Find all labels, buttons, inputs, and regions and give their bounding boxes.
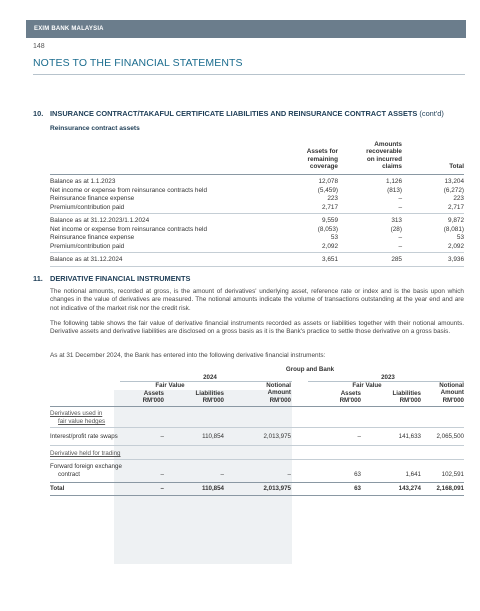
section-title: DERIVATIVE FINANCIAL INSTRUMENTS	[50, 274, 191, 283]
row-label: Premium/contribution paid	[50, 203, 125, 211]
header-bar	[26, 20, 466, 38]
section-title: INSURANCE CONTRACT/TAKAFUL CERTIFICATE LIABILITIES AND REINSURANCE CONTRACT ASSETS	[50, 109, 418, 118]
cell-value: 1,641	[405, 471, 421, 478]
table-row	[50, 462, 464, 478]
cell-value: 102,591	[441, 471, 464, 478]
section-11-heading	[33, 274, 190, 283]
cell-value: –	[220, 471, 224, 478]
col-header-assets: Assets for remaining coverage	[306, 148, 338, 171]
table-body	[50, 178, 464, 267]
col-header: Liabilities RM'000	[392, 389, 421, 404]
cell-value: –	[398, 234, 402, 241]
col-header-total: Total	[449, 163, 464, 171]
cell-value: 13,204	[444, 178, 464, 185]
cell-value: 2,013,975	[263, 485, 291, 492]
table-row	[50, 226, 464, 235]
cell-value: (28)	[390, 225, 402, 233]
table-header	[50, 137, 464, 173]
table-row	[50, 195, 464, 204]
divider	[50, 406, 464, 407]
cell-value: –	[357, 433, 361, 440]
row-label: Reinsurance finance expense	[50, 195, 135, 202]
section-number: 10.	[33, 109, 44, 118]
paragraph-1: The notional amounts, recorded at gross, is the amount of derivatives' underlying asset, reference rate or index and is the basis upon which changes in the value of derivatives are measured. The notional amounts indicate the volume of transactions outstanding at the year end and are not indicative of the market risk nor the credit risk.	[50, 288, 464, 312]
divider	[50, 266, 464, 267]
reinsurance-table	[50, 137, 464, 270]
cell-value: 141,633	[398, 433, 421, 440]
category-label: fair value hedges	[58, 418, 106, 425]
row-label: Total	[50, 485, 65, 492]
year-2024: 2024	[203, 374, 217, 381]
divider	[50, 445, 464, 446]
table-row	[50, 256, 464, 265]
col-header: Notional Amount RM'000	[266, 382, 291, 404]
col-header: Assets RM'000	[142, 389, 164, 404]
cell-value: 2,013,975	[263, 433, 291, 440]
page-number: 148	[33, 43, 45, 50]
fair-value-header: Fair Value	[155, 382, 185, 389]
cell-value: 63	[354, 471, 361, 478]
col-header: Liabilities RM'000	[195, 389, 224, 404]
row-label: Forward foreign exchange	[50, 463, 122, 470]
cell-value: 2,092	[448, 242, 464, 250]
row-label: Balance as at 31.12.2023/1.1.2024	[50, 217, 150, 224]
section-10-heading	[33, 109, 444, 118]
cell-value: 223	[327, 195, 338, 202]
row-label: Interest/profit rate swaps	[50, 433, 118, 440]
cell-value: 1,126	[386, 178, 402, 185]
cell-value: 2,065,500	[436, 433, 464, 440]
cell-value: (6,272)	[443, 186, 464, 194]
table-row	[50, 243, 464, 252]
table-row	[50, 217, 464, 226]
cell-value: 63	[354, 485, 361, 492]
cell-value: –	[398, 203, 402, 211]
cell-value: –	[398, 242, 402, 250]
cell-value: 3,651	[322, 256, 338, 263]
cell-value: 9,559	[322, 217, 338, 224]
cell-value: (8,081)	[443, 225, 464, 233]
page-title: NOTES TO THE FINANCIAL STATEMENTS	[33, 57, 243, 69]
cell-value: 2,717	[322, 203, 338, 211]
table-row	[50, 432, 464, 441]
divider	[50, 459, 464, 460]
cell-value: 110,854	[202, 433, 224, 440]
cell-value: 110,854	[201, 485, 224, 492]
cell-value: –	[287, 471, 291, 478]
section-cont: (cont'd)	[419, 109, 444, 118]
category-label: Derivatives used in	[50, 410, 103, 417]
section-number: 11.	[33, 274, 43, 283]
divider	[50, 174, 464, 175]
cell-value: 3,936	[448, 256, 464, 263]
cell-value: –	[398, 195, 402, 202]
cell-value: 53	[330, 234, 338, 241]
divider	[50, 427, 464, 428]
sub-heading: Reinsurance contract assets	[50, 125, 140, 132]
cell-value: 2,168,091	[436, 485, 464, 492]
table-row	[50, 178, 464, 187]
total-row	[50, 484, 464, 493]
cell-value: (8,053)	[317, 225, 338, 233]
cell-value: 2,717	[448, 203, 464, 211]
cell-value: 2,092	[322, 242, 338, 250]
cell-value: 53	[456, 234, 464, 241]
cell-value: (813)	[387, 186, 402, 194]
cell-value: 223	[453, 195, 464, 202]
cell-value: 9,872	[448, 217, 464, 224]
divider	[50, 495, 464, 496]
col-header: Assets RM'000	[339, 389, 361, 404]
divider	[50, 252, 464, 253]
cell-value: –	[160, 485, 164, 492]
paragraph-3: As at 31 December 2024, the Bank has entered into the following derivative financial instruments:	[50, 352, 326, 359]
row-label: Net income or expense from reinsurance contracts held	[50, 225, 208, 233]
cell-value: –	[160, 471, 164, 478]
paragraph-2: The following table shows the fair value of derivative financial instruments recorded as assets or liabilities together with their notional amounts. Derivative assets and derivative liabilities are disclosed on a gross basis as it is the Bank's practice to settle those derivative on a gross basis.	[50, 320, 464, 336]
cell-value: 12,078	[318, 178, 338, 185]
row-label: Premium/contribution paid	[50, 242, 125, 250]
cell-value: 285	[391, 256, 402, 263]
divider	[33, 74, 465, 75]
cell-value: 143,274	[398, 485, 421, 492]
table-row	[50, 204, 464, 213]
year-2023: 2023	[381, 374, 395, 381]
group-header: Group and Bank	[285, 366, 335, 373]
table-row	[50, 187, 464, 196]
col-header-recoverable: Amounts recoverable on incurred claims	[366, 140, 402, 171]
cell-value: (5,459)	[317, 186, 338, 194]
table-row	[50, 234, 464, 243]
row-label: Balance as at 1.1.2023	[50, 178, 116, 185]
col-header: Notional Amount RM'000	[439, 382, 464, 404]
category-label: Derivative held for trading	[50, 450, 121, 457]
fair-value-header: Fair Value	[352, 382, 382, 389]
row-label: contract	[58, 471, 81, 478]
row-label: Reinsurance finance expense	[50, 234, 135, 241]
divider	[50, 482, 464, 483]
row-label: Balance as at 31.12.2024	[50, 256, 123, 263]
cell-value: 313	[391, 217, 402, 224]
cell-value: –	[160, 433, 164, 440]
row-label: Net income or expense from reinsurance contracts held	[50, 186, 208, 194]
bank-name: EXIM BANK MALAYSIA	[34, 26, 104, 32]
divider	[50, 213, 464, 214]
